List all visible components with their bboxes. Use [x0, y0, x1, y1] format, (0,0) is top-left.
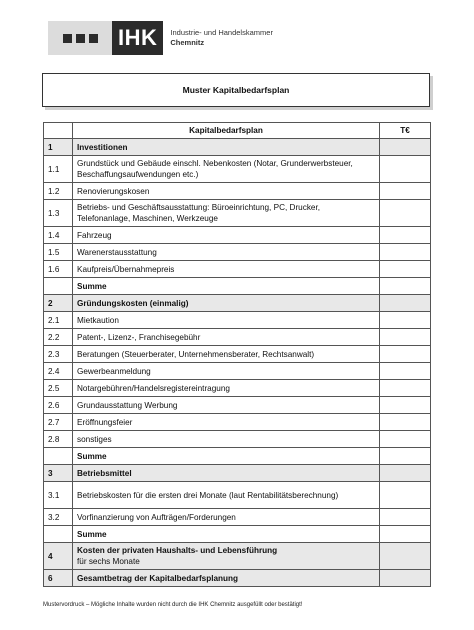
table-row [44, 156, 431, 183]
table-row [44, 397, 431, 414]
row-description: Betriebskosten für die ersten drei Monate (laut Rentabilitätsberechnung) [73, 482, 380, 509]
sum-row [44, 526, 431, 543]
row-number: 1.5 [44, 244, 73, 261]
row-value-cell[interactable] [380, 261, 431, 278]
row-value-cell[interactable] [380, 312, 431, 329]
logo-text [170, 28, 273, 48]
row-description: Vorfinanzierung von Aufträgen/Forderungen [73, 509, 380, 526]
row-description: Grundstück und Gebäude einschl. Nebenkosten (Notar, Grunderwerbsteuer, Beschaffungsaufwendungen etc.) [73, 156, 380, 183]
row-number: 2.5 [44, 380, 73, 397]
row-value-cell[interactable] [380, 227, 431, 244]
row-value-cell[interactable] [380, 363, 431, 380]
row-description: Mietkaution [73, 312, 380, 329]
row-value-cell[interactable] [380, 414, 431, 431]
row-description: Warenerstausstattung [73, 244, 380, 261]
row-number: 2 [44, 295, 73, 312]
row-number: 2.4 [44, 363, 73, 380]
row-number: 1 [44, 139, 73, 156]
row-number: 3.1 [44, 482, 73, 509]
row-description: Betriebsmittel [73, 465, 380, 482]
row-value-cell[interactable] [380, 183, 431, 200]
sum-row [44, 278, 431, 295]
table-row [44, 363, 431, 380]
section-row [44, 295, 431, 312]
section-row [44, 465, 431, 482]
row-number: 3.2 [44, 509, 73, 526]
row-value-cell[interactable] [380, 278, 431, 295]
table-row [44, 431, 431, 448]
row-number: 1.6 [44, 261, 73, 278]
logo-line-2: Chemnitz [170, 38, 205, 47]
row-number: 2.7 [44, 414, 73, 431]
sum-row [44, 448, 431, 465]
footer-note: Mustervordruck – Mögliche Inhalte wurden nicht durch die IHK Chemnitz ausgefüllt oder bestätigt! [43, 602, 303, 608]
table-row [44, 414, 431, 431]
row-number: 2.1 [44, 312, 73, 329]
row-number [44, 278, 73, 295]
row-number: 2.8 [44, 431, 73, 448]
kapitalbedarfsplan-table [43, 122, 431, 587]
row-value-cell[interactable] [380, 448, 431, 465]
row-description: Summe [73, 526, 380, 543]
table-body [44, 139, 431, 587]
row-description: Gesamtbetrag der Kapitalbedarfsplanung [73, 570, 380, 587]
logo-brand: IHK [112, 21, 163, 55]
row-number: 1.2 [44, 183, 73, 200]
header-num [44, 123, 73, 139]
row-value-cell[interactable] [380, 526, 431, 543]
row-value-cell[interactable] [380, 570, 431, 587]
table-row [44, 509, 431, 526]
row-value-cell[interactable] [380, 346, 431, 363]
row-description: Betriebs- und Geschäftsausstattung: Büroeinrichtung, PC, Drucker, Telefonanlage, Maschinen, Werkzeuge [73, 200, 380, 227]
row-description: Summe [73, 278, 380, 295]
table-row [44, 380, 431, 397]
row-description: Notargebühren/Handelsregistereintragung [73, 380, 380, 397]
table-row [44, 200, 431, 227]
row-number: 2.2 [44, 329, 73, 346]
row-description: Beratungen (Steuerberater, Unternehmensberater, Rechtsanwalt) [73, 346, 380, 363]
section-row [44, 570, 431, 587]
table-row [44, 346, 431, 363]
row-description: Investitionen [73, 139, 380, 156]
row-description-main: Kosten der privaten Haushalts- und Lebensführung [77, 546, 278, 555]
row-description: Gründungskosten (einmalig) [73, 295, 380, 312]
row-value-cell[interactable] [380, 380, 431, 397]
row-number: 1.1 [44, 156, 73, 183]
row-number [44, 448, 73, 465]
row-description: Gewerbeanmeldung [73, 363, 380, 380]
row-description [73, 543, 380, 570]
table-row [44, 227, 431, 244]
row-number: 2.3 [44, 346, 73, 363]
ihk-logo [48, 21, 273, 55]
row-number [44, 526, 73, 543]
row-description: Kaufpreis/Übernahmepreis [73, 261, 380, 278]
row-description: Patent-, Lizenz-, Franchisegebühr [73, 329, 380, 346]
row-value-cell[interactable] [380, 200, 431, 227]
row-description: Grundausstattung Werbung [73, 397, 380, 414]
row-value-cell[interactable] [380, 329, 431, 346]
row-value-cell[interactable] [380, 482, 431, 509]
row-number: 4 [44, 543, 73, 570]
header-value: T€ [380, 123, 431, 139]
table-row [44, 312, 431, 329]
row-value-cell[interactable] [380, 397, 431, 414]
section-row [44, 543, 431, 570]
row-number: 2.6 [44, 397, 73, 414]
row-value-cell[interactable] [380, 509, 431, 526]
table-row [44, 261, 431, 278]
row-description: Renovierungskosen [73, 183, 380, 200]
row-description: Fahrzeug [73, 227, 380, 244]
row-value-cell[interactable] [380, 431, 431, 448]
row-number: 1.3 [44, 200, 73, 227]
row-value-cell[interactable] [380, 244, 431, 261]
row-number: 6 [44, 570, 73, 587]
row-value-cell[interactable] [380, 295, 431, 312]
row-value-cell[interactable] [380, 156, 431, 183]
header-description: Kapitalbedarfsplan [73, 123, 380, 139]
row-value-cell[interactable] [380, 139, 431, 156]
row-description: Eröffnungsfeier [73, 414, 380, 431]
row-description: Summe [73, 448, 380, 465]
row-number: 1.4 [44, 227, 73, 244]
table-row [44, 183, 431, 200]
table-row [44, 244, 431, 261]
row-description-sub: für sechs Monate [77, 557, 140, 566]
table-header-row [44, 123, 431, 139]
row-number: 3 [44, 465, 73, 482]
row-description: sonstiges [73, 431, 380, 448]
row-value-cell[interactable] [380, 465, 431, 482]
document-title: Muster Kapitalbedarfsplan [42, 73, 430, 107]
logo-squares [48, 21, 112, 55]
table-row [44, 482, 431, 509]
table-row [44, 329, 431, 346]
logo-line-1: Industrie- und Handelskammer [170, 28, 273, 37]
section-row [44, 139, 431, 156]
row-value-cell[interactable] [380, 543, 431, 570]
